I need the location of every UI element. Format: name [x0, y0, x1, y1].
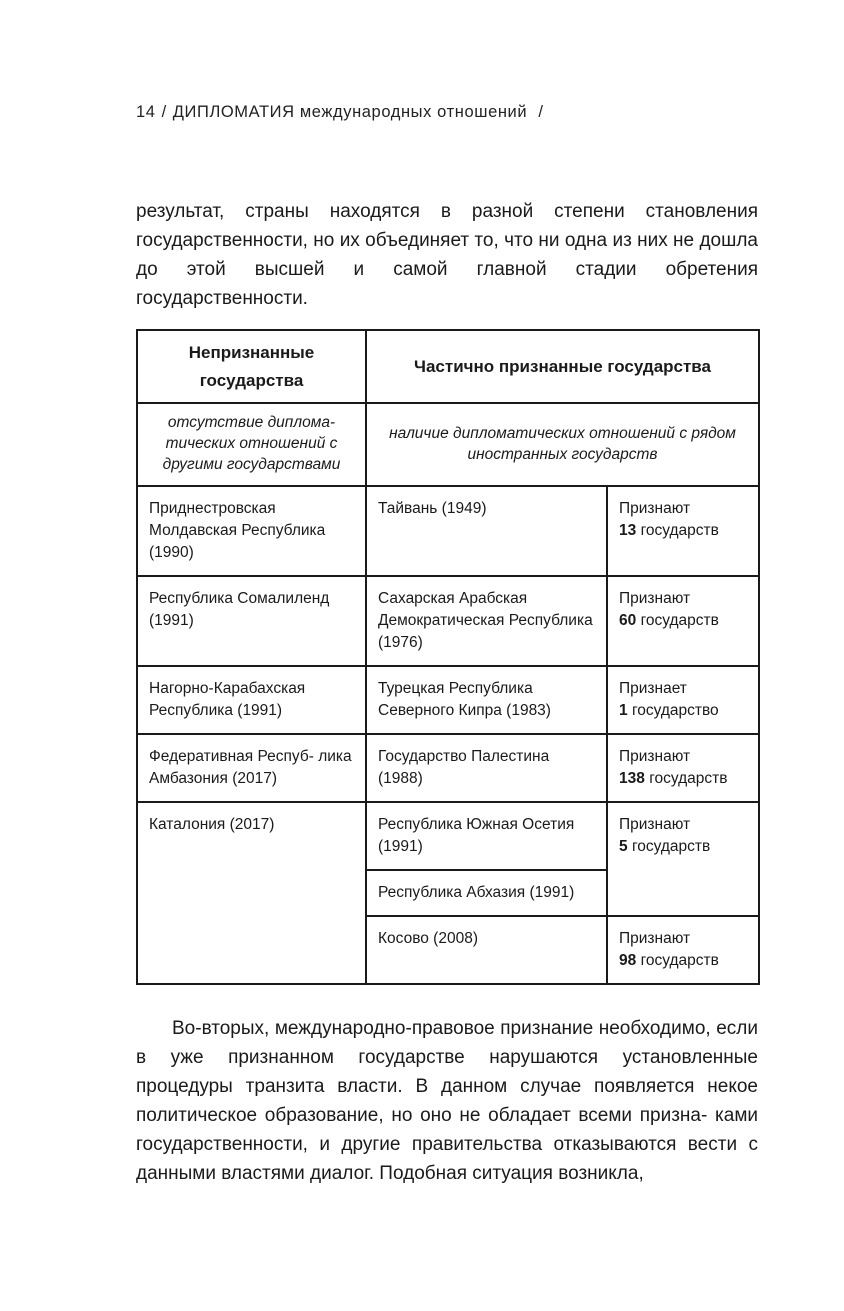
count-number: 60 [619, 612, 637, 629]
running-header [136, 103, 550, 122]
cell-count [607, 486, 759, 576]
table-row [137, 666, 759, 734]
count-number: 98 [619, 952, 637, 969]
count-word: государств [640, 952, 719, 969]
cell-partial: Государство Палестина (1988) [366, 734, 607, 802]
cell-partial: Республика Абхазия (1991) [366, 870, 607, 916]
cell-partial: Тайвань (1949) [366, 486, 607, 576]
table-subheader-row [137, 403, 759, 486]
count-label: Признают [619, 590, 691, 607]
header-unrecognized: Непризнанные государства [137, 330, 366, 403]
count-word: государств [649, 770, 728, 787]
count-number: 5 [619, 838, 628, 855]
cell-partial: Турецкая Республика Северного Кипра (1983) [366, 666, 607, 734]
book-title-caps: ДИПЛОМАТИЯ [172, 103, 295, 121]
count-label: Признают [619, 748, 691, 765]
count-word: государств [640, 522, 719, 539]
table-header-row [137, 330, 759, 403]
count-label: Признают [619, 930, 691, 947]
cell-unrecognized: Федеративная Респуб- лика Амбазония (2017) [137, 734, 366, 802]
header-separator: / [161, 103, 167, 121]
table-row [137, 802, 759, 870]
cell-partial: Республика Южная Осетия (1991) [366, 802, 607, 870]
paragraph-2 [136, 1014, 758, 1188]
header-partially-recognized: Частично признанные государства [366, 330, 759, 403]
count-number: 1 [619, 702, 628, 719]
paragraph-1-text: результат, страны находятся в разной степени становления государственности, но их объединяет то, что ни одна из них не дошла до этой высшей и самой главной стадии обретения государственности. [136, 201, 758, 309]
page-number: 14 [136, 103, 156, 121]
cell-partial: Сахарская Арабская Демократическая Республика (1976) [366, 576, 607, 666]
cell-partial: Косово (2008) [366, 916, 607, 984]
cell-unrecognized: Республика Сомалиленд (1991) [137, 576, 366, 666]
count-label: Признают [619, 816, 691, 833]
header-trailing-separator: / [538, 103, 544, 121]
subheader-partially-recognized: наличие дипломатических отношений с рядом иностранных государств [366, 403, 759, 486]
cell-count [607, 802, 759, 916]
table-row [137, 734, 759, 802]
table-row [137, 576, 759, 666]
count-number: 13 [619, 522, 637, 539]
count-number: 138 [619, 770, 645, 787]
cell-count [607, 916, 759, 984]
cell-unrecognized: Приднестровская Молдавская Республика (1990) [137, 486, 366, 576]
count-word: государств [640, 612, 719, 629]
count-word: государств [631, 838, 711, 855]
book-title-rest: международных отношений [299, 103, 528, 121]
paragraph-1 [136, 197, 758, 313]
cell-count [607, 666, 759, 734]
paragraph-2-text: Во-вторых, международно-правовое признание необходимо, если в уже признанном государстве нарушаются установленные процедуры транзита власти. В данном случае появляется некое политическое образование, но оно не обладает всеми призна- ками государственности, и другие правительства отказываются вести с данными властями диалог. Подобная ситуация возникла, [136, 1018, 758, 1184]
count-label: Признают [619, 500, 691, 517]
subheader-unrecognized: отсутствие диплома- тических отношений с другими государствами [137, 403, 366, 486]
cell-count [607, 576, 759, 666]
count-label: Признает [619, 680, 687, 697]
states-recognition-table [136, 329, 760, 985]
count-word: государство [631, 702, 719, 719]
table-row [137, 486, 759, 576]
cell-count [607, 734, 759, 802]
cell-unrecognized: Нагорно-Карабахская Республика (1991) [137, 666, 366, 734]
cell-unrecognized: Каталония (2017) [137, 802, 366, 984]
